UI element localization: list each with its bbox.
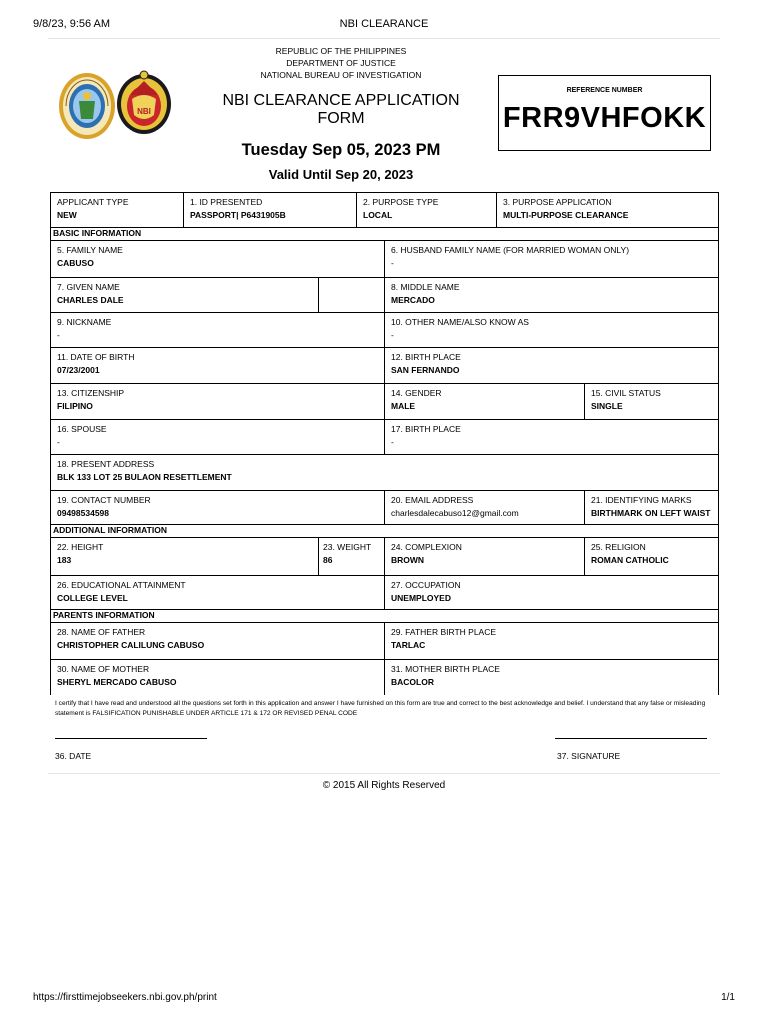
family-name-cell <box>50 240 385 278</box>
id-presented-value: PASSPORT| P6431905B <box>190 210 286 220</box>
gov-bureau: NATIONAL BUREAU OF INVESTIGATION <box>260 70 422 80</box>
other-name-label: 10. OTHER NAME/ALSO KNOW AS <box>391 317 529 327</box>
birth-place-label: 12. BIRTH PLACE <box>391 352 461 362</box>
civil-status-cell <box>584 383 719 420</box>
occupation-cell <box>384 575 719 610</box>
purpose-application-cell <box>496 192 719 228</box>
educational-attainment-label: 26. EDUCATIONAL ATTAINMENT <box>57 580 186 590</box>
religion-label: 25. RELIGION <box>591 542 646 552</box>
nickname-label: 9. NICKNAME <box>57 317 112 327</box>
height-value: 183 <box>57 555 72 565</box>
contact-number-label: 19. CONTACT NUMBER <box>57 495 151 505</box>
nickname-cell <box>50 312 385 348</box>
copyright-notice: © 2015 All Rights Reserved <box>322 780 446 791</box>
signature-label: 37. SIGNATURE <box>557 751 621 761</box>
present-address-value: BLK 133 LOT 25 BULAON RESETTLEMENT <box>57 472 232 482</box>
citizenship-value: FILIPINO <box>57 401 93 411</box>
given-name-value: CHARLES DALE <box>57 295 124 305</box>
print-page-count: 1/1 <box>721 992 735 1003</box>
date-of-birth-cell <box>50 347 385 384</box>
middle-name-label: 8. MIDDLE NAME <box>391 282 460 292</box>
id-presented-cell <box>183 192 357 228</box>
occupation-value: UNEMPLOYED <box>391 593 451 603</box>
citizenship-label: 13. CITIZENSHIP <box>57 388 125 398</box>
other-name-value: - <box>391 330 394 340</box>
application-date: Tuesday Sep 05, 2023 PM <box>241 141 441 159</box>
date-of-birth-label: 11. DATE OF BIRTH <box>57 352 135 362</box>
nbi-seal-text: NBI <box>137 107 151 116</box>
section-additional-information: ADDITIONAL INFORMATION <box>50 524 719 538</box>
mother-birth-place-value: BACOLOR <box>391 677 434 687</box>
purpose-type-label: 2. PURPOSE TYPE <box>363 197 439 207</box>
civil-status-label: 15. CIVIL STATUS <box>591 388 661 398</box>
husband-family-name-label: 6. HUSBAND FAMILY NAME (FOR MARRIED WOMAN ONLY) <box>391 245 630 255</box>
given-name-label: 7. GIVEN NAME <box>57 282 120 292</box>
mother-name-value: SHERYL MERCADO CABUSO <box>57 677 177 687</box>
mother-name-label: 30. NAME OF MOTHER <box>57 664 150 674</box>
complexion-label: 24. COMPLEXION <box>391 542 462 552</box>
other-name-cell <box>384 312 719 348</box>
gender-value: MALE <box>391 401 416 411</box>
government-header <box>200 45 482 81</box>
religion-value: ROMAN CATHOLIC <box>591 555 669 565</box>
email-address-label: 20. EMAIL ADDRESS <box>391 495 474 505</box>
footer-divider <box>48 773 720 774</box>
middle-name-cell <box>384 277 719 313</box>
identifying-marks-value: BIRTHMARK ON LEFT WAIST <box>591 508 711 518</box>
signature-line <box>555 738 707 739</box>
complexion-value: BROWN <box>391 555 425 565</box>
height-label: 22. HEIGHT <box>57 542 104 552</box>
applicant-type-label: APPLICANT TYPE <box>57 197 129 207</box>
mother-birth-place-label: 31. MOTHER BIRTH PLACE <box>391 664 500 674</box>
civil-status-value: SINGLE <box>591 401 623 411</box>
section-parents-information: PARENTS INFORMATION <box>50 609 719 623</box>
header-divider <box>48 38 720 39</box>
applicant-type-cell <box>50 192 184 228</box>
birth-place-value: SAN FERNANDO <box>391 365 460 375</box>
certification-statement: I certify that I have read and understood all the questions set forth in this application and answer I have furnished on this form are true and correct to the best acknowledge and belief. I understand that any false or misleading statement is FALSIFICATION PUNISHABLE UNDER ARTICLE 171 & 172 OR REVISED PENAL CODE <box>55 700 706 717</box>
spouse-cell <box>50 419 385 455</box>
present-address-label: 18. PRESENT ADDRESS <box>57 459 155 469</box>
present-address-cell <box>50 454 719 491</box>
complexion-cell <box>384 537 585 576</box>
contact-number-cell <box>50 490 385 525</box>
print-timestamp: 9/8/23, 9:56 AM <box>33 18 111 30</box>
reference-number-box <box>498 75 711 151</box>
middle-name-value: MERCADO <box>391 295 435 305</box>
occupation-label: 27. OCCUPATION <box>391 580 461 590</box>
identifying-marks-label: 21. IDENTIFYING MARKS <box>591 495 692 505</box>
reference-number-label: REFERENCE NUMBER <box>566 87 643 94</box>
spouse-birth-place-value: - <box>391 437 394 447</box>
valid-until: Valid Until Sep 20, 2023 <box>268 167 414 182</box>
religion-cell <box>584 537 719 576</box>
id-presented-label: 1. ID PRESENTED <box>190 197 263 207</box>
form-title-line1: NBI CLEARANCE APPLICATION <box>222 92 460 109</box>
reference-number-value: FRR9VHFOKK <box>502 102 707 134</box>
father-birth-place-label: 29. FATHER BIRTH PLACE <box>391 627 497 637</box>
date-of-birth-value: 07/23/2001 <box>57 365 100 375</box>
purpose-type-value: LOCAL <box>363 210 393 220</box>
educational-attainment-value: COLLEGE LEVEL <box>57 593 128 603</box>
husband-family-name-cell <box>384 240 719 278</box>
family-name-value: CABUSO <box>57 258 94 268</box>
mother-birth-place-cell <box>384 659 719 695</box>
mother-name-cell <box>50 659 385 695</box>
print-page-title: NBI CLEARANCE <box>339 18 429 30</box>
given-name-extra-cell <box>318 277 385 313</box>
print-url: https://firsttimejobseekers.nbi.gov.ph/print <box>33 992 217 1003</box>
purpose-type-cell <box>356 192 497 228</box>
weight-cell <box>318 537 385 576</box>
email-address-value: charlesdalecabuso12@gmail.com <box>391 508 519 518</box>
spouse-birth-place-cell <box>384 419 719 455</box>
father-birth-place-value: TARLAC <box>391 640 426 650</box>
gov-republic: REPUBLIC OF THE PHILIPPINES <box>275 46 407 56</box>
nbi-seal-icon <box>116 69 172 135</box>
gender-cell <box>384 383 585 420</box>
gov-department: DEPARTMENT OF JUSTICE <box>286 58 396 68</box>
purpose-application-value: MULTI-PURPOSE CLEARANCE <box>503 210 629 220</box>
form-title-line2: FORM <box>317 110 365 127</box>
spouse-label: 16. SPOUSE <box>57 424 107 434</box>
husband-family-name-value: - <box>391 258 394 268</box>
birth-place-cell <box>384 347 719 384</box>
given-name-cell <box>50 277 319 313</box>
applicant-type-value: NEW <box>57 210 77 220</box>
weight-value: 86 <box>323 555 333 565</box>
educational-attainment-cell <box>50 575 385 610</box>
spouse-value: - <box>57 437 60 447</box>
section-basic-information: BASIC INFORMATION <box>50 227 719 241</box>
father-name-label: 28. NAME OF FATHER <box>57 627 146 637</box>
contact-number-value: 09498534598 <box>57 508 110 518</box>
identifying-marks-cell <box>584 490 719 525</box>
father-name-value: CHRISTOPHER CALILUNG CABUSO <box>57 640 205 650</box>
gender-label: 14. GENDER <box>391 388 442 398</box>
purpose-application-label: 3. PURPOSE APPLICATION <box>503 197 612 207</box>
date-label: 36. DATE <box>55 751 92 761</box>
application-form-grid <box>50 192 719 695</box>
height-cell <box>50 537 319 576</box>
spouse-birth-place-label: 17. BIRTH PLACE <box>391 424 461 434</box>
email-address-cell <box>384 490 585 525</box>
father-name-cell <box>50 622 385 660</box>
citizenship-cell <box>50 383 385 420</box>
nickname-value: - <box>57 330 60 340</box>
doj-seal-icon <box>58 71 116 141</box>
weight-label: 23. WEIGHT <box>323 542 372 552</box>
date-signature-line <box>55 738 207 739</box>
form-title <box>200 92 482 128</box>
father-birth-place-cell <box>384 622 719 660</box>
family-name-label: 5. FAMILY NAME <box>57 245 123 255</box>
